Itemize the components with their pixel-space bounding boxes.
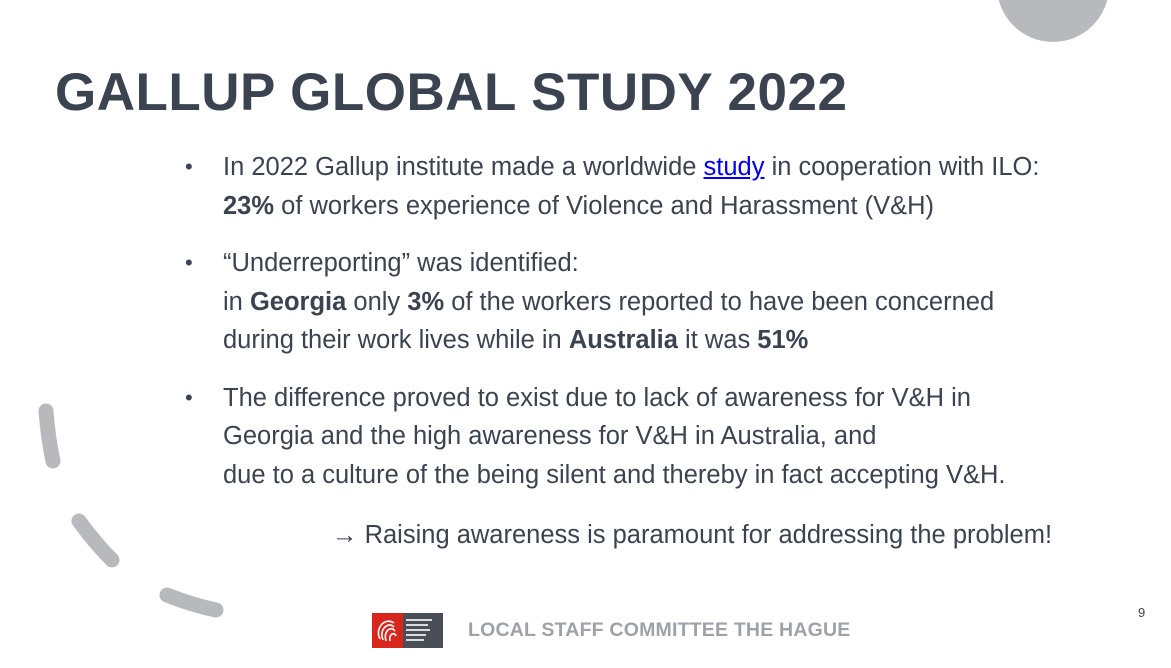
bullet-line xyxy=(223,321,1145,360)
bullet-list xyxy=(185,148,1145,513)
footer-label: LOCAL STAFF COMMITTEE THE HAGUE xyxy=(468,618,851,641)
bullet-item-difference xyxy=(185,379,1145,495)
percentage-highlight: 51% xyxy=(757,326,809,354)
logo-red-block xyxy=(372,613,403,648)
footer xyxy=(372,612,850,648)
study-link[interactable]: study xyxy=(703,153,765,181)
bullet-line xyxy=(223,283,1145,322)
logo-text-block xyxy=(403,613,443,648)
decorative-circle xyxy=(997,0,1109,42)
bullet-line xyxy=(223,187,1145,226)
text-segment: In 2022 Gallup institute made a worldwide xyxy=(223,153,704,181)
text-segment: in xyxy=(223,287,250,316)
arc-dash-3 xyxy=(167,595,216,610)
text-segment: during their work lives while in xyxy=(223,326,569,354)
percentage-highlight: 3% xyxy=(407,287,445,316)
page-title: GALLUP GLOBAL STUDY 2022 xyxy=(55,63,848,122)
bullet-icon: • xyxy=(185,250,193,275)
logo-swirl-icon xyxy=(372,613,403,648)
arc-dash-1 xyxy=(46,411,53,461)
bullet-line: due to a culture of the being silent and thereby in fact accepting V&H. xyxy=(223,460,1006,489)
text-segment: it was xyxy=(677,326,758,354)
text-segment: of workers experience of Violence and Harassment (V&H) xyxy=(274,191,935,220)
text-segment: in cooperation with ILO: xyxy=(764,153,1040,181)
text-segment: only xyxy=(346,287,408,316)
bullet-line: “Underreporting” was identified: xyxy=(223,249,579,277)
country-highlight-australia: Australia xyxy=(568,326,678,354)
bullet-line xyxy=(223,148,1145,187)
bullet-item-gallup-study xyxy=(185,148,1145,225)
page-number: 9 xyxy=(1138,605,1146,620)
bullet-line: Georgia and the high awareness for V&H in Australia, and xyxy=(223,422,877,450)
bullet-icon: • xyxy=(185,154,193,179)
text-segment: of the workers reported to have been concerned xyxy=(444,287,995,316)
percentage-highlight: 23% xyxy=(223,191,275,220)
country-highlight-georgia: Georgia xyxy=(249,287,347,316)
conclusion-text: → Raising awareness is paramount for addressing the problem! xyxy=(332,521,1053,549)
bullet-icon: • xyxy=(185,384,193,410)
bullet-line: The difference proved to exist due to lack of awareness for V&H in xyxy=(223,383,971,412)
arc-dash-2 xyxy=(79,521,112,560)
bullet-item-underreporting xyxy=(185,244,1145,360)
epo-logo-icon xyxy=(372,613,443,648)
